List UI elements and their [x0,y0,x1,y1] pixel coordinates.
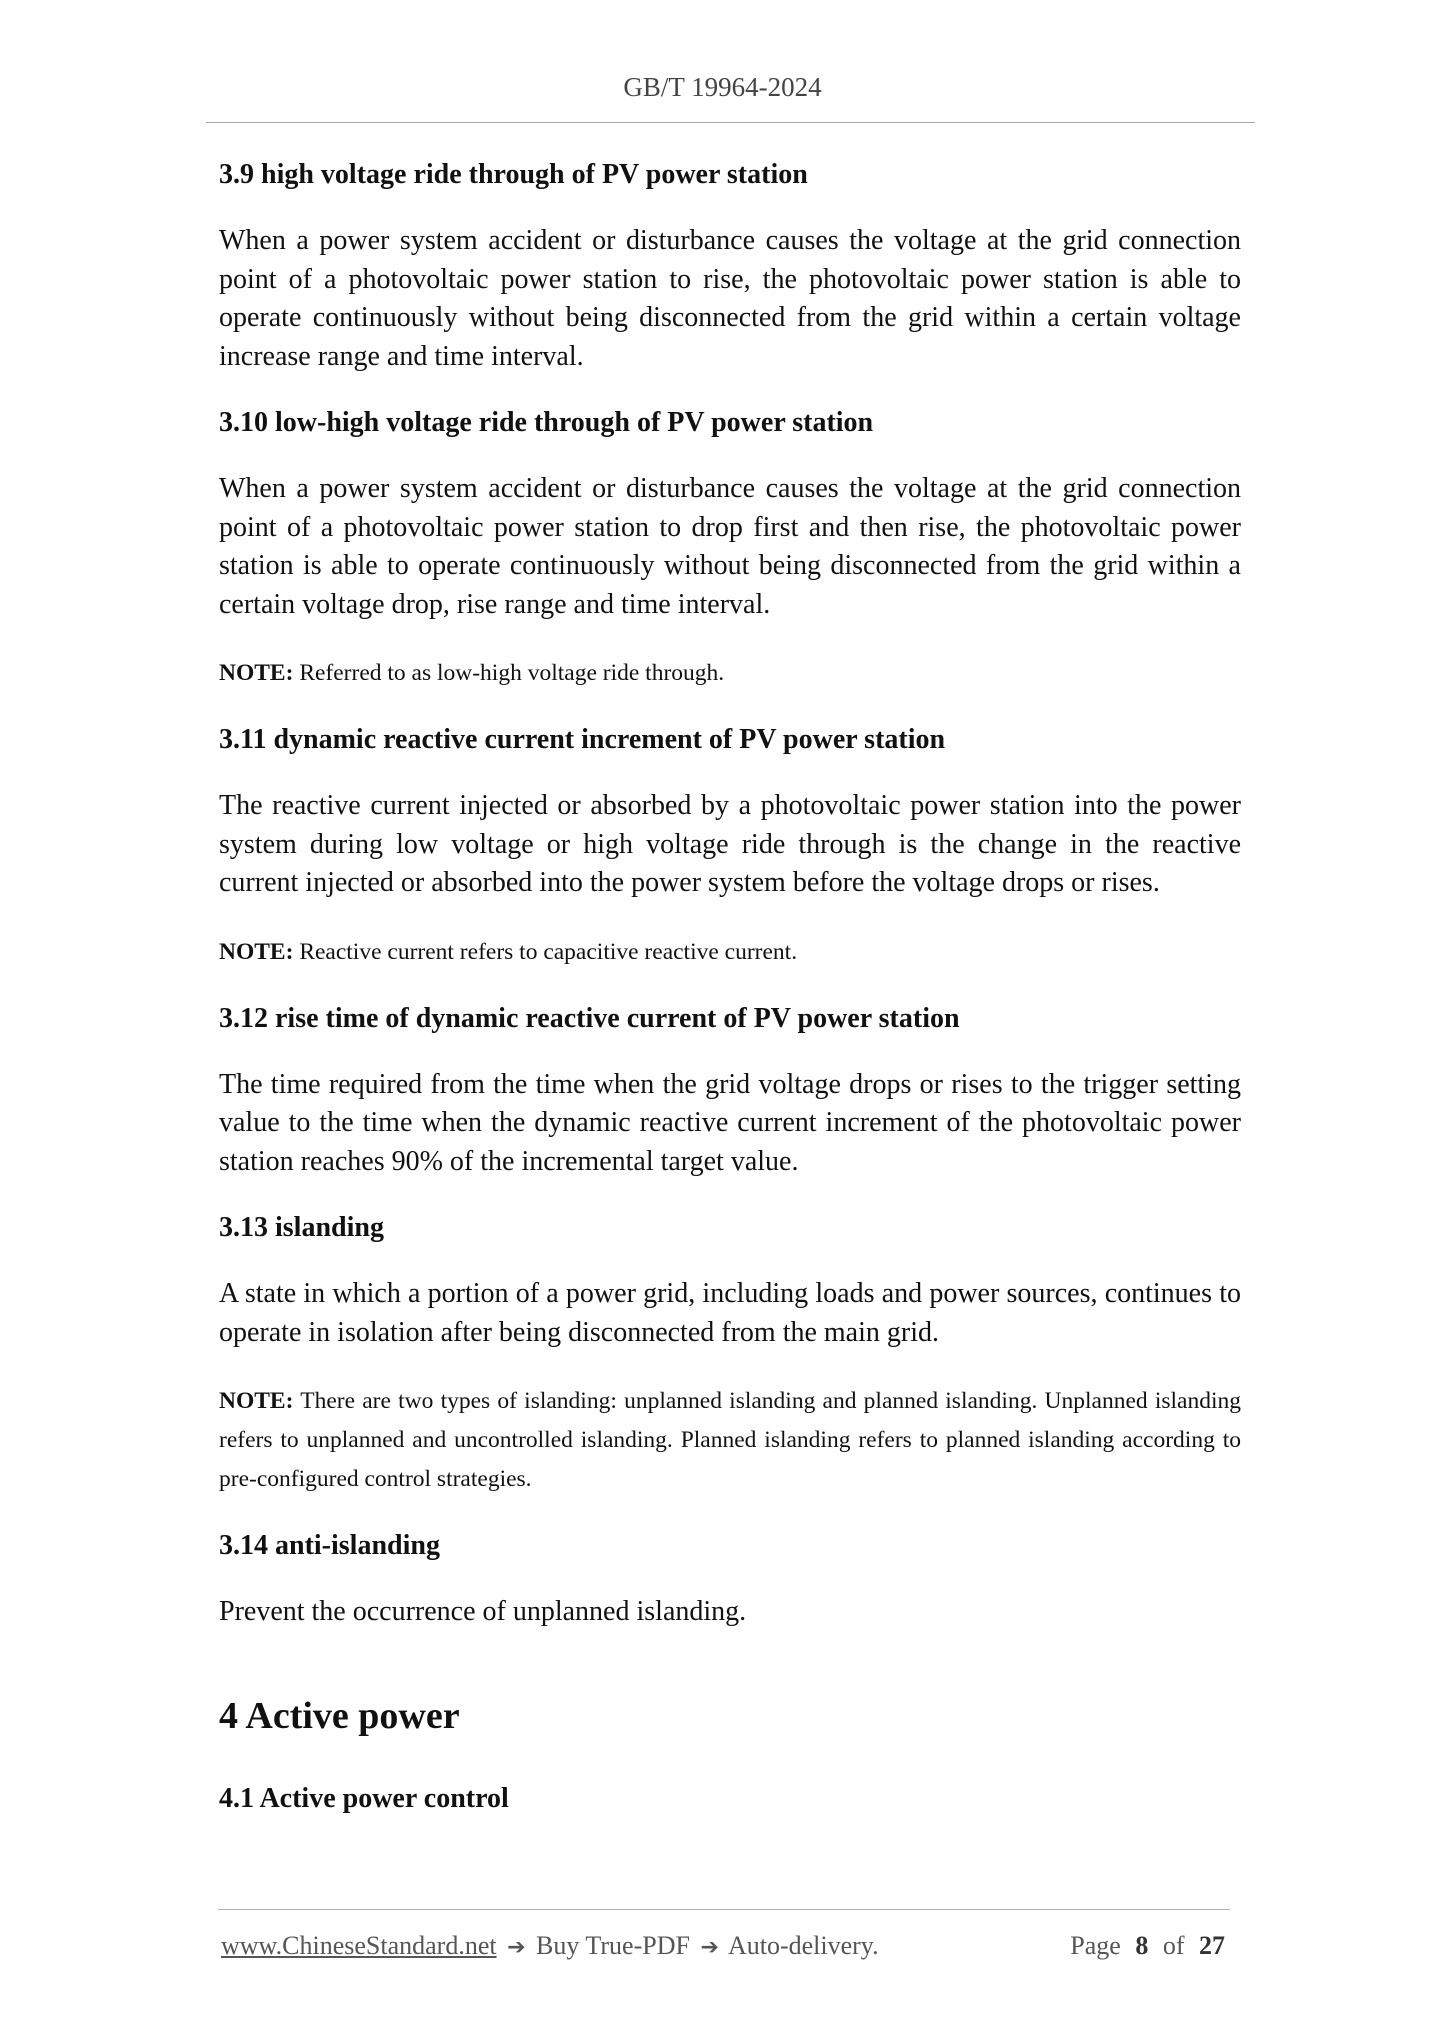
buy-true-pdf-text: Buy True-PDF [536,1931,690,1960]
section-3-10 [219,406,1241,693]
section-3-9 [219,158,1241,376]
section-paragraph: When a power system accident or disturbance causes the voltage at the grid connection point of a photovoltaic power station to drop first and then rise, the photovoltaic power station is able to operate continuously without being disconnected from the grid within a certain voltage drop, rise range and time interval. [219,473,1241,620]
footer-divider [218,1909,1230,1910]
chapter-heading: 4 Active power [219,1694,460,1737]
section-3-13 [219,1211,1241,1499]
auto-delivery-text: Auto-delivery. [727,1931,879,1960]
total-page-number: 27 [1199,1931,1225,1960]
section-paragraph: When a power system accident or disturbance causes the voltage at the grid connection point of a photovoltaic power station to rise, the photovoltaic power station is able to operate continuously without being disconnected from the grid within a certain voltage increase range and time interval. [219,225,1241,372]
section-3-12 [219,1002,1241,1182]
section-paragraph: The time required from the time when the grid voltage drops or rises to the trigger setting value to the time when the dynamic reactive current increment of the photovoltaic power station reaches 90% of the incremental target value. [219,1068,1241,1177]
site-link[interactable]: www.ChineseStandard.net [221,1931,497,1960]
footer-links [221,1929,879,1965]
section-3-14 [219,1529,1241,1632]
section-heading: 3.10 low-high voltage ride through of PV power station [219,407,874,438]
arrow-right-icon: ➔ [507,1935,526,1960]
section-note [219,933,1241,972]
note-text: There are two types of islanding: unplanned islanding and planned islanding. Unplanned islanding refers to unplanned and uncontrolled islanding. Planned islanding refers to planned islanding according to pre-configured control strategies. [219,1388,1241,1492]
note-label: NOTE: [219,660,294,686]
subsection-heading: 4.1 Active power control [219,1782,509,1814]
note-label: NOTE: [219,1388,294,1414]
arrow-right-icon: ➔ [700,1935,719,1960]
document-id-header: GB/T 19964-2024 [623,72,822,102]
document-body [219,158,1241,1846]
current-page-number: 8 [1135,1931,1149,1960]
of-label: of [1162,1931,1185,1960]
section-note [219,1382,1241,1499]
page-label: Page [1070,1931,1121,1960]
section-note [219,654,1241,693]
section-heading: 3.9 high voltage ride through of PV power station [219,159,808,190]
section-paragraph: Prevent the occurrence of unplanned islanding. [219,1596,747,1627]
section-paragraph: A state in which a portion of a power grid, including loads and power sources, continues to operate in isolation after being disconnected from the main grid. [219,1278,1241,1348]
section-heading: 3.13 islanding [219,1212,384,1243]
section-3-11 [219,723,1241,972]
note-text: Reactive current refers to capacitive reactive current. [299,938,798,965]
section-paragraph: The reactive current injected or absorbed by a photovoltaic power station into the power system during low voltage or high voltage ride through is the change in the reactive current injected or absorbed into the power system before the voltage drops or rises. [219,790,1241,898]
header-divider [206,122,1255,123]
section-heading: 3.14 anti-islanding [219,1530,440,1561]
note-text: Referred to as low-high voltage ride through. [299,660,725,686]
section-heading: 3.11 dynamic reactive current increment of PV power station [219,724,946,755]
page-indicator [1070,1929,1233,1963]
note-label: NOTE: [219,938,294,965]
section-heading: 3.12 rise time of dynamic reactive current of PV power station [219,1002,960,1034]
